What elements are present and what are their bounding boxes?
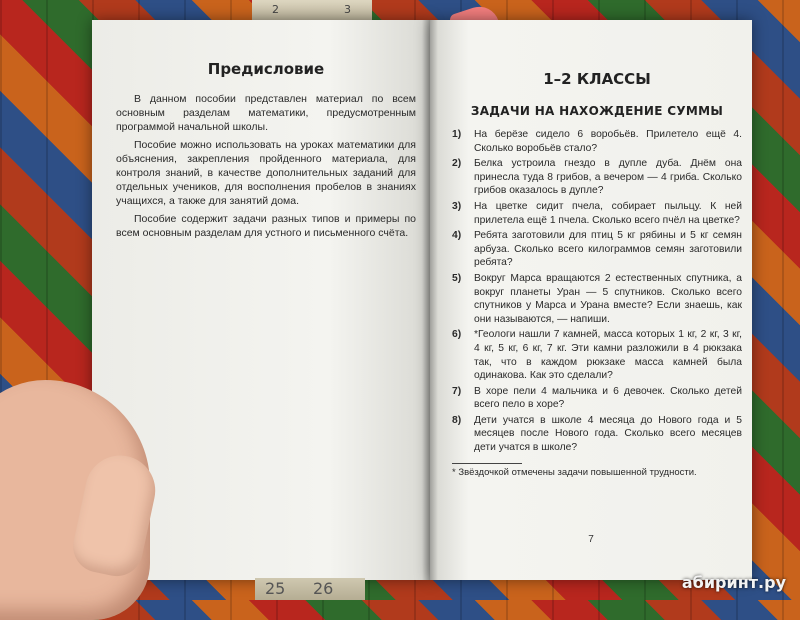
topic-heading: ЗАДАЧИ НА НАХОЖДЕНИЕ СУММЫ (470, 104, 724, 118)
problem-number: 4) (452, 230, 462, 242)
problem-text: Ребята заготовили для птиц 5 кг рябины и 5 кг семян арбуза. Сколько всего килограммов семян заготовили ребята? (474, 230, 742, 269)
problem-text: Дети учатся в школе 4 месяца до Нового года и 5 месяцев после Нового года. Сколько всего месяцев дети учатся в школе? (474, 414, 742, 454)
footnote: * Звёздочкой отмечены задачи повышенной трудности. (452, 466, 697, 478)
book-gutter (422, 20, 438, 580)
ruler-top (252, 0, 372, 20)
right-page (430, 20, 752, 580)
problem-item (452, 385, 742, 412)
ruler-mark: 3 (344, 3, 351, 16)
problem-number: 6) (452, 329, 462, 341)
problem-item (452, 414, 742, 455)
problem-item (452, 272, 742, 326)
ruler-mark: 25 (265, 579, 286, 598)
problem-text: Белка устроила гнездо в дупле дуба. Днём она принесла туда 8 грибов, а вечером — 4 гриба. Сколько грибов оказалось в дупле? (474, 158, 742, 197)
watermark-logo: абиринт.ру (681, 573, 786, 592)
open-book (92, 20, 752, 580)
problem-item (452, 229, 742, 270)
preface-paragraph: Пособие можно использовать на уроках математики для объяснения, закрепления пройденного материала, для контроля знаний, в качестве дополнительных заданий для отдельных учеников, для восполнения пробелов в знаниях учащихся, а также для занятий дома. (116, 139, 416, 207)
problem-text: Вокруг Марса вращаются 2 естественных спутника, а вокруг планеты Уран — 5 спутников. Сколько всего спутников у Марса и Урана вместе? Если знаешь, как они называются, — напиши. (474, 272, 742, 325)
problem-number: 7) (452, 385, 462, 397)
problem-item (452, 328, 742, 382)
problem-text: В хоре пели 4 мальчика и 6 девочек. Сколько детей всего пело в хоре? (474, 385, 742, 411)
preface-paragraph: Пособие содержит задачи разных типов и примеры по всем основным разделам для устного и письменного счёта. (116, 213, 416, 239)
problem-item (452, 157, 742, 198)
problem-number: 1) (452, 129, 462, 140)
ruler-bottom (255, 578, 365, 600)
ruler-mark: 26 (313, 579, 334, 598)
problem-item (452, 128, 742, 155)
problem-number: 3) (452, 200, 462, 212)
problem-number: 5) (452, 272, 462, 284)
preface-title: Предисловие (207, 60, 325, 78)
problem-text: На берёзе сидело 6 воробьёв. Прилетело ещё 4. Сколько воробьёв стало? (474, 129, 742, 154)
problem-text: *Геологи нашли 7 камней, масса которых 1 кг, 2 кг, 3 кг, 4 кг, 5 кг, 6 кг, 7 кг. Эти камни разложили в 4 рюкзака так, что в каждом рюкзаке масса камней была одинакова. Как это сделали? (474, 329, 742, 382)
problem-item (452, 200, 742, 227)
ruler-mark: 2 (272, 3, 279, 16)
page-number: 7 (588, 534, 594, 545)
preface-paragraph: В данном пособии представлен материал по всем основным разделам математики, предусмотренным программой начальной школы. (116, 93, 416, 133)
grade-heading: 1–2 КЛАССЫ (543, 70, 651, 88)
problem-number: 2) (452, 158, 462, 170)
footnote-divider (452, 463, 522, 464)
problem-text: На цветке сидит пчела, собирает пыльцу. К ней прилетела ещё 1 пчела. Сколько всего пчёл на цветке? (474, 200, 742, 226)
problem-number: 8) (452, 414, 462, 426)
